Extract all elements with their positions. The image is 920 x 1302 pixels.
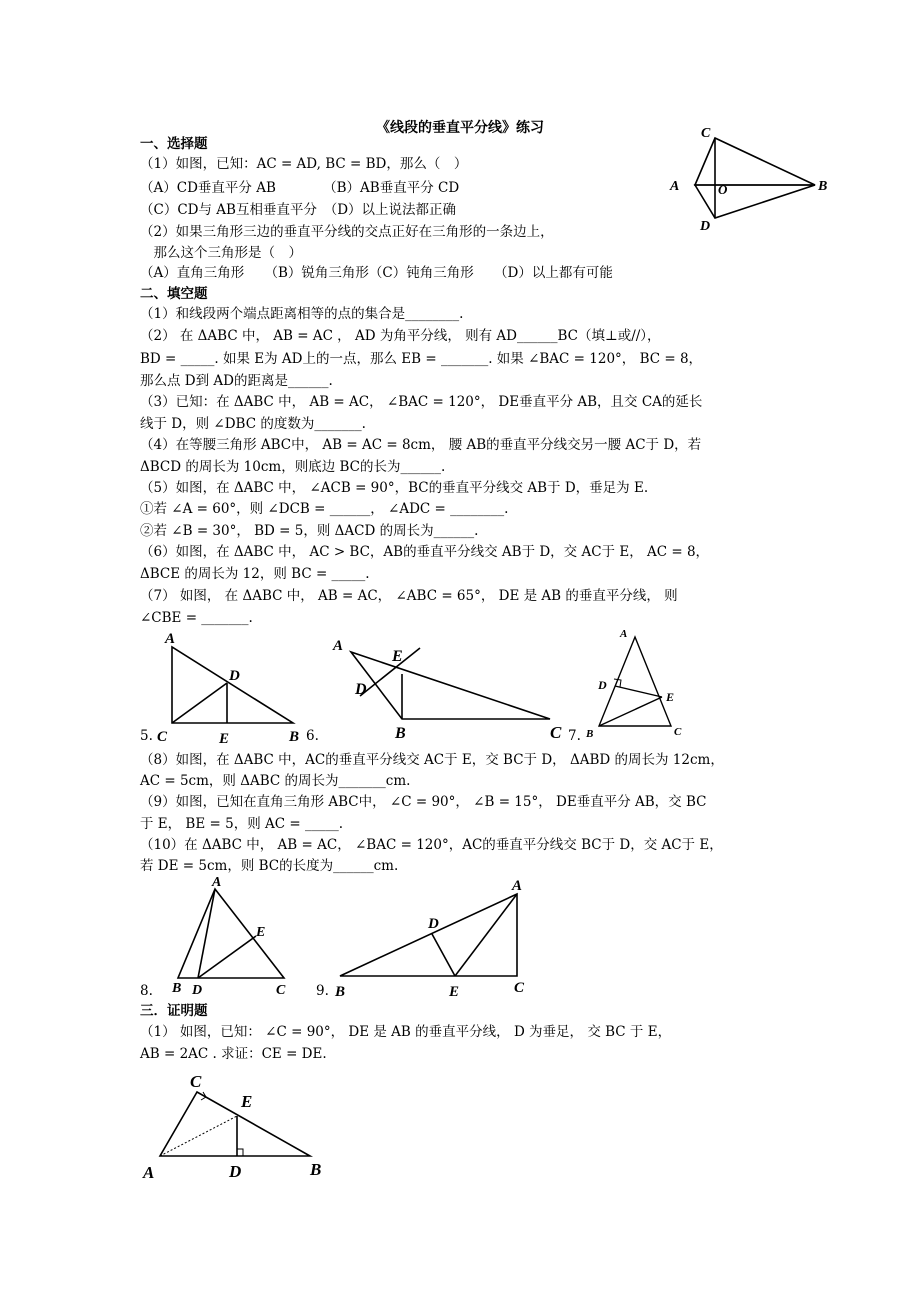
fig7-point-label: B <box>586 728 594 740</box>
fill-line: 那么点 D到 AD的距离是______. <box>140 373 333 389</box>
figure-5 <box>155 625 315 750</box>
proof-line: AB = 2AC . 求证：CE = DE. <box>140 1046 327 1062</box>
fill-line: （4）在等腰三角形 ABC中， AB = AC = 8cm， 腰 AB的垂直平分线交另一腰 AC于 D，若 <box>140 437 702 453</box>
fill-line: （5）如图，在 ΔABC 中， ∠ACB = 90°，BC的垂直平分线交 AB于 D，垂足为 E. <box>140 480 649 496</box>
fill-line: （9）如图，已知在直角三角形 ABC中， ∠C = 90°， ∠B = 15°， DE垂直平分 AB，交 BC <box>140 794 707 810</box>
proof-point-label: C <box>190 1072 202 1091</box>
fill-line: （8）如图，在 ΔABC 中，AC的垂直平分线交 AC于 E，交 BC于 D， ΔABD 的周长为 12cm， <box>140 752 724 768</box>
fill-line: ∠CBE = _______. <box>140 610 253 626</box>
fig8-point-label: E <box>256 925 266 940</box>
fig5-point-label: D <box>229 668 240 684</box>
choice-line: （C）CD与 AB互相垂直平分 （D）以上说法都正确 <box>140 202 457 218</box>
figure-9 <box>330 872 550 1000</box>
kite-point-label: B <box>818 179 828 194</box>
fig8-point-label: A <box>212 875 222 890</box>
kite-lower-triangle <box>695 185 815 218</box>
figure-number-8: 8. <box>140 983 153 999</box>
fill-line: 线于 D，则 ∠DBC 的度数为_______. <box>140 416 366 432</box>
fig6-point-label: D <box>355 681 367 698</box>
kite-upper-triangle <box>695 138 815 185</box>
proof-line: （1） 如图，已知： ∠C = 90°， DE 是 AB 的垂直平分线， D 为垂足， 交 BC 于 E， <box>140 1024 672 1040</box>
fill-line: 于 E， BE = 5，则 AC = _____. <box>140 816 344 832</box>
fig9-point-label: B <box>335 984 346 1000</box>
figure-8 <box>160 872 300 997</box>
fill-line: （3）已知：在 ΔABC 中， AB = AC， ∠BAC = 120°， DE垂直平分 AB，且交 CA的延长 <box>140 394 703 410</box>
fig6-point-label: E <box>392 648 403 665</box>
fill-line: ①若 ∠A = 60°，则 ∠DCB = ______， ∠ADC = ________. <box>140 501 509 517</box>
fig8-point-label: D <box>192 983 203 998</box>
section-choice-heading: 一、选择题 <box>140 136 208 152</box>
fill-line: （7） 如图， 在 ΔABC 中， AB = AC， ∠ABC = 65°， DE 是 AB 的垂直平分线， 则 <box>140 588 678 604</box>
section-fill-heading: 二、填空题 <box>140 286 208 302</box>
fig7-point-label: D <box>598 678 607 692</box>
choice-line: （1）如图，已知：AC = AD, BC = BD，那么（ ） <box>140 156 468 172</box>
figure-number-7: 7. <box>568 728 581 744</box>
kite-point-label: A <box>670 179 680 194</box>
proof-point-label: D <box>229 1162 242 1181</box>
fig6-point-label: A <box>333 638 344 654</box>
fill-line: （2） 在 ΔABC 中， AB = AC ， AD 为角平分线， 则有 AD______BC（填⊥或//）， <box>140 328 661 344</box>
fig5-point-label: A <box>165 631 176 647</box>
fill-line: ②若 ∠B = 30°， BD = 5，则 ΔACD 的周长为______. <box>140 523 479 539</box>
page-title: 《线段的垂直平分线》练习 <box>376 120 544 136</box>
proof-figure <box>140 1065 340 1190</box>
figure-number-5: 5. <box>140 728 153 744</box>
fig8-point-label: C <box>276 983 286 998</box>
choice-line: （2）如果三角形三边的垂直平分线的交点正好在三角形的一条边上， <box>140 224 554 240</box>
fill-line: ΔBCD 的周长为 10cm，则底边 BC的长为______. <box>140 459 446 475</box>
fill-line: 若 DE = 5cm，则 BC的长度为______cm. <box>140 858 399 874</box>
fig7-point-label: E <box>666 690 675 704</box>
figure-7 <box>582 625 702 745</box>
fill-line: （1）和线段两个端点距离相等的点的集合是________. <box>140 306 464 322</box>
fig7-point-label: A <box>620 628 628 640</box>
kite-figure <box>660 120 840 240</box>
fig6-point-label: B <box>395 725 406 742</box>
fill-line: BD = _____. 如果 E为 AD上的一点，那么 EB = _______. 如果 ∠BAC = 120°， BC = 8， <box>140 351 703 367</box>
proof-point-label: B <box>310 1160 322 1179</box>
fig7-point-label: C <box>674 726 682 738</box>
proof-point-label: E <box>241 1092 253 1111</box>
fill-line: ΔBCE 的周长为 12，则 BC = _____. <box>140 566 370 582</box>
kite-point-label: D <box>700 219 711 234</box>
choice-line: （A）CD垂直平分 AB （B）AB垂直平分 CD <box>140 180 460 196</box>
figure-number-6: 6. <box>306 728 319 744</box>
fig5-point-label: B <box>289 729 300 745</box>
kite-point-label: C <box>701 126 711 141</box>
fig9-point-label: E <box>449 984 460 1000</box>
fig5-point-label: E <box>219 731 230 747</box>
fill-line: （10）在 ΔABC 中， AB = AC， ∠BAC = 120°，AC的垂直平分线交 BC于 D，交 AC于 E， <box>140 837 723 853</box>
fill-line: AC = 5cm，则 ΔABC 的周长为_______cm. <box>140 773 411 789</box>
figure-number-9: 9. <box>316 983 329 999</box>
section-proof-heading: 三．证明题 <box>140 1003 208 1019</box>
fig9-point-label: D <box>428 916 439 932</box>
fig9-point-label: A <box>512 878 523 894</box>
fig8-point-label: B <box>172 981 182 996</box>
fig9-point-label: C <box>514 980 525 996</box>
proof-point-label: A <box>143 1163 155 1182</box>
choice-line: （A）直角三角形 （B）锐角三角形（C）钝角三角形 （D）以上都有可能 <box>140 265 613 281</box>
fill-line: （6）如图，在 ΔABC 中， AC > BC，AB的垂直平分线交 AB于 D，交 AC于 E， AC = 8， <box>140 544 710 560</box>
fig6-point-label: C <box>550 723 562 742</box>
kite-point-label: O <box>718 182 728 197</box>
figure-6 <box>325 630 570 750</box>
fig5-point-label: C <box>157 729 168 745</box>
choice-line: 那么这个三角形是（ ） <box>140 245 302 261</box>
